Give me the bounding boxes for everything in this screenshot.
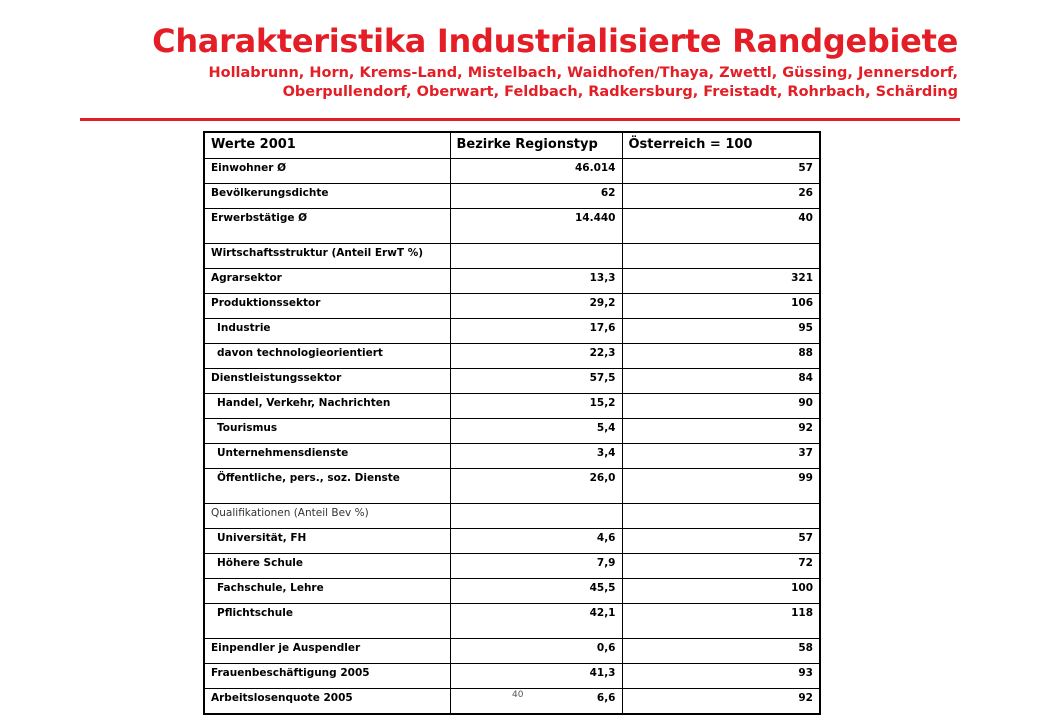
data-table: [203, 131, 821, 715]
row-label: Handel, Verkehr, Nachrichten: [204, 394, 450, 419]
table-section-row: [204, 244, 820, 269]
row-label: Einpendler je Auspendler: [204, 639, 450, 664]
region-value: 57,5: [450, 369, 622, 394]
table-row: [204, 394, 820, 419]
region-value: 26,0: [450, 469, 622, 504]
row-label: davon technologieorientiert: [204, 344, 450, 369]
row-label: Öffentliche, pers., soz. Dienste: [204, 469, 450, 504]
austria-index: 57: [622, 159, 820, 184]
table-row: [204, 369, 820, 394]
slide-title: Charakteristika Industrialisierte Randgebiete: [152, 22, 958, 60]
region-value: 15,2: [450, 394, 622, 419]
region-value: 62: [450, 184, 622, 209]
row-label: Fachschule, Lehre: [204, 579, 450, 604]
row-label: Universität, FH: [204, 529, 450, 554]
region-value: 22,3: [450, 344, 622, 369]
austria-index: 26: [622, 184, 820, 209]
region-value: 29,2: [450, 294, 622, 319]
row-label: Erwerbstätige Ø: [204, 209, 450, 244]
austria-index: 40: [622, 209, 820, 244]
table-row: [204, 159, 820, 184]
table-row: [204, 209, 820, 244]
region-value: 45,5: [450, 579, 622, 604]
row-label: Frauenbeschäftigung 2005: [204, 664, 450, 689]
region-value: 5,4: [450, 419, 622, 444]
region-value: 17,6: [450, 319, 622, 344]
table-row: [204, 344, 820, 369]
austria-index: 57: [622, 529, 820, 554]
region-value: 41,3: [450, 664, 622, 689]
column-header: Österreich = 100: [622, 132, 820, 159]
austria-index: [622, 504, 820, 529]
row-label: Höhere Schule: [204, 554, 450, 579]
column-header: Bezirke Regionstyp: [450, 132, 622, 159]
table-row: [204, 604, 820, 639]
row-label: Produktionssektor: [204, 294, 450, 319]
austria-index: 106: [622, 294, 820, 319]
austria-index: 58: [622, 639, 820, 664]
austria-index: 100: [622, 579, 820, 604]
region-value: 42,1: [450, 604, 622, 639]
table-row: [204, 639, 820, 664]
table-row: [204, 444, 820, 469]
austria-index: [622, 244, 820, 269]
section-label: Qualifikationen (Anteil Bev %): [204, 504, 450, 529]
table-row: [204, 469, 820, 504]
row-label: Einwohner Ø: [204, 159, 450, 184]
region-value: 6,6: [450, 689, 622, 715]
austria-index: 95: [622, 319, 820, 344]
austria-index: 92: [622, 689, 820, 715]
row-label: Unternehmensdienste: [204, 444, 450, 469]
slide-subtitle: Hollabrunn, Horn, Krems-Land, Mistelbach, Waidhofen/Thaya, Zwettl, Güssing, Jennersdorf, Oberpullendorf, Oberwart, Feldbach, Radkersburg, Freistadt, Rohrbach, Schärding: [208, 65, 958, 100]
austria-index: 72: [622, 554, 820, 579]
table-row: [204, 294, 820, 319]
austria-index: 93: [622, 664, 820, 689]
austria-index: 88: [622, 344, 820, 369]
section-label: Wirtschaftsstruktur (Anteil ErwT %): [204, 244, 450, 269]
row-label: Agrarsektor: [204, 269, 450, 294]
table-row: [204, 319, 820, 344]
row-label: Tourismus: [204, 419, 450, 444]
table-row: [204, 419, 820, 444]
region-value: 13,3: [450, 269, 622, 294]
region-value: [450, 244, 622, 269]
austria-index: 37: [622, 444, 820, 469]
region-value: 7,9: [450, 554, 622, 579]
table-row: [204, 529, 820, 554]
row-label: Bevölkerungsdichte: [204, 184, 450, 209]
table-row: [204, 664, 820, 689]
row-label: Dienstleistungssektor: [204, 369, 450, 394]
table-row: [204, 554, 820, 579]
austria-index: 118: [622, 604, 820, 639]
table-header-row: [204, 132, 820, 159]
table-row: [204, 269, 820, 294]
austria-index: 84: [622, 369, 820, 394]
austria-index: 92: [622, 419, 820, 444]
austria-index: 321: [622, 269, 820, 294]
row-label: Industrie: [204, 319, 450, 344]
table-row: [204, 184, 820, 209]
region-value: 46.014: [450, 159, 622, 184]
row-label: Arbeitslosenquote 2005: [204, 689, 450, 715]
table-section-row: [204, 504, 820, 529]
region-value: 4,6: [450, 529, 622, 554]
page-number: 40: [512, 690, 524, 700]
column-header: Werte 2001: [204, 132, 450, 159]
table-row: [204, 579, 820, 604]
row-label: Pflichtschule: [204, 604, 450, 639]
region-value: [450, 504, 622, 529]
region-value: 3,4: [450, 444, 622, 469]
region-value: 0,6: [450, 639, 622, 664]
austria-index: 90: [622, 394, 820, 419]
austria-index: 99: [622, 469, 820, 504]
title-divider: [80, 118, 960, 121]
region-value: 14.440: [450, 209, 622, 244]
